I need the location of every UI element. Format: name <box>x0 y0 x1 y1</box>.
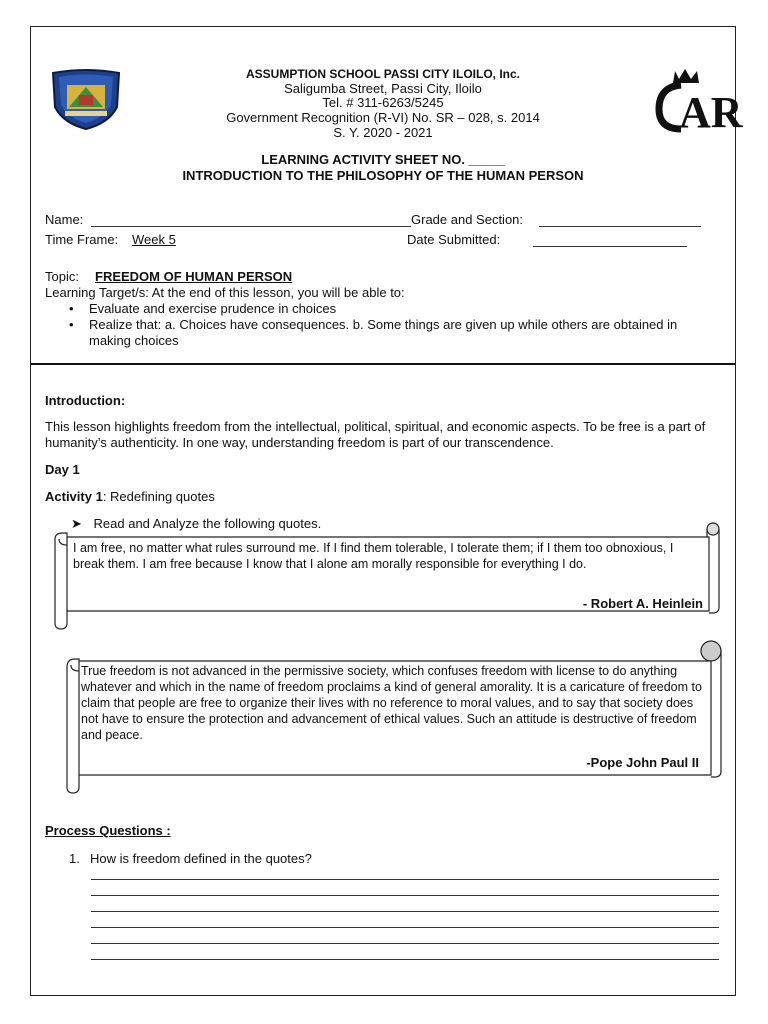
quote-scroll-2 <box>51 641 725 793</box>
answer-line[interactable] <box>91 879 719 880</box>
quote-text: I am free, no matter what rules surround me. If I find them tolerable, I tolerate them; if I them too obnoxious, I break them. I am free because I know that I alone am morally responsible for everything I do. <box>73 541 674 571</box>
quote-text: True freedom is not advanced in the permissive society, which confuses freedom with license to do anything whatever and which in the name of freedom proclaims a kind of general amorality. It is a caricature of freedom to claim that people are free to organize their lives with no reference to moral values, and to say that society does not have to ensure the protection and advancement of ethical values. Such an attitude is destructive of freedom and peace. <box>81 664 702 742</box>
question-text: How is freedom defined in the quotes? <box>90 851 312 866</box>
day-heading: Day 1 <box>45 462 80 477</box>
topic-label: Topic: <box>45 269 79 284</box>
quote-author: - Robert A. Heinlein <box>582 596 703 611</box>
ar-logo-text: AR <box>679 88 743 137</box>
arrow-bullet-icon: ➤ <box>71 516 82 531</box>
sheet-subject: INTRODUCTION TO THE PHILOSOPHY OF THE HUMAN PERSON <box>182 168 584 183</box>
sheet-title: LEARNING ACTIVITY SHEET NO. _____ <box>261 152 505 167</box>
answer-line[interactable] <box>91 895 719 896</box>
introduction-text: This lesson highlights freedom from the intellectual, political, spiritual, and economic aspects. To be free is a part of humanity’s authenticity. In one way, understanding freedom is part of our transcendence. <box>45 419 706 450</box>
grade-section-field[interactable] <box>539 226 701 227</box>
quote-author: -Pope John Paul II <box>586 755 699 770</box>
date-submitted-field[interactable] <box>533 246 687 247</box>
learning-targets-list <box>45 301 721 349</box>
activity-title: : Redefining quotes <box>102 489 215 504</box>
name-label: Name: <box>45 212 84 227</box>
school-name: ASSUMPTION SCHOOL PASSI CITY ILOILO, Inc. <box>245 67 521 81</box>
school-recognition: Government Recognition (R-VI) No. SR – 028, s. 2014 <box>226 110 540 125</box>
topic-value: FREEDOM OF HUMAN PERSON <box>95 269 293 284</box>
timeframe-label: Time Frame: <box>45 232 119 247</box>
introduction-heading: Introduction: <box>45 393 126 408</box>
school-year: S. Y. 2020 - 2021 <box>333 125 433 140</box>
activity-instruction: Read and Analyze the following quotes. <box>93 516 322 531</box>
timeframe-value: Week 5 <box>132 232 176 247</box>
school-street: Saligumba Street, Passi City, Iloilo <box>284 81 482 96</box>
learning-target-item: • Realize that: a. Choices have consequences. b. Some things are given up while others are obtained in making choices <box>45 317 721 349</box>
quote-scroll-1 <box>51 523 725 629</box>
worksheet-page <box>30 26 743 996</box>
name-field[interactable] <box>91 226 411 227</box>
question-number: 1. <box>69 851 80 866</box>
learning-target-item: • Evaluate and exercise prudence in choices <box>45 301 721 317</box>
answer-line[interactable] <box>91 959 719 960</box>
section-divider <box>31 363 735 365</box>
grade-section-label: Grade and Section: <box>411 212 524 227</box>
date-submitted-label: Date Submitted: <box>407 232 501 247</box>
activity-label: Activity 1 <box>45 489 103 504</box>
answer-line[interactable] <box>91 943 719 944</box>
scroll-frame-icon <box>51 523 725 629</box>
answer-line[interactable] <box>91 911 719 912</box>
process-questions-heading: Process Questions : <box>45 823 171 838</box>
answer-line[interactable] <box>91 927 719 928</box>
activity-line <box>45 489 215 504</box>
learning-target-intro: Learning Target/s: At the end of this lesson, you will be able to: <box>45 285 405 300</box>
school-tel: Tel. # 311-6263/5245 <box>322 95 444 110</box>
